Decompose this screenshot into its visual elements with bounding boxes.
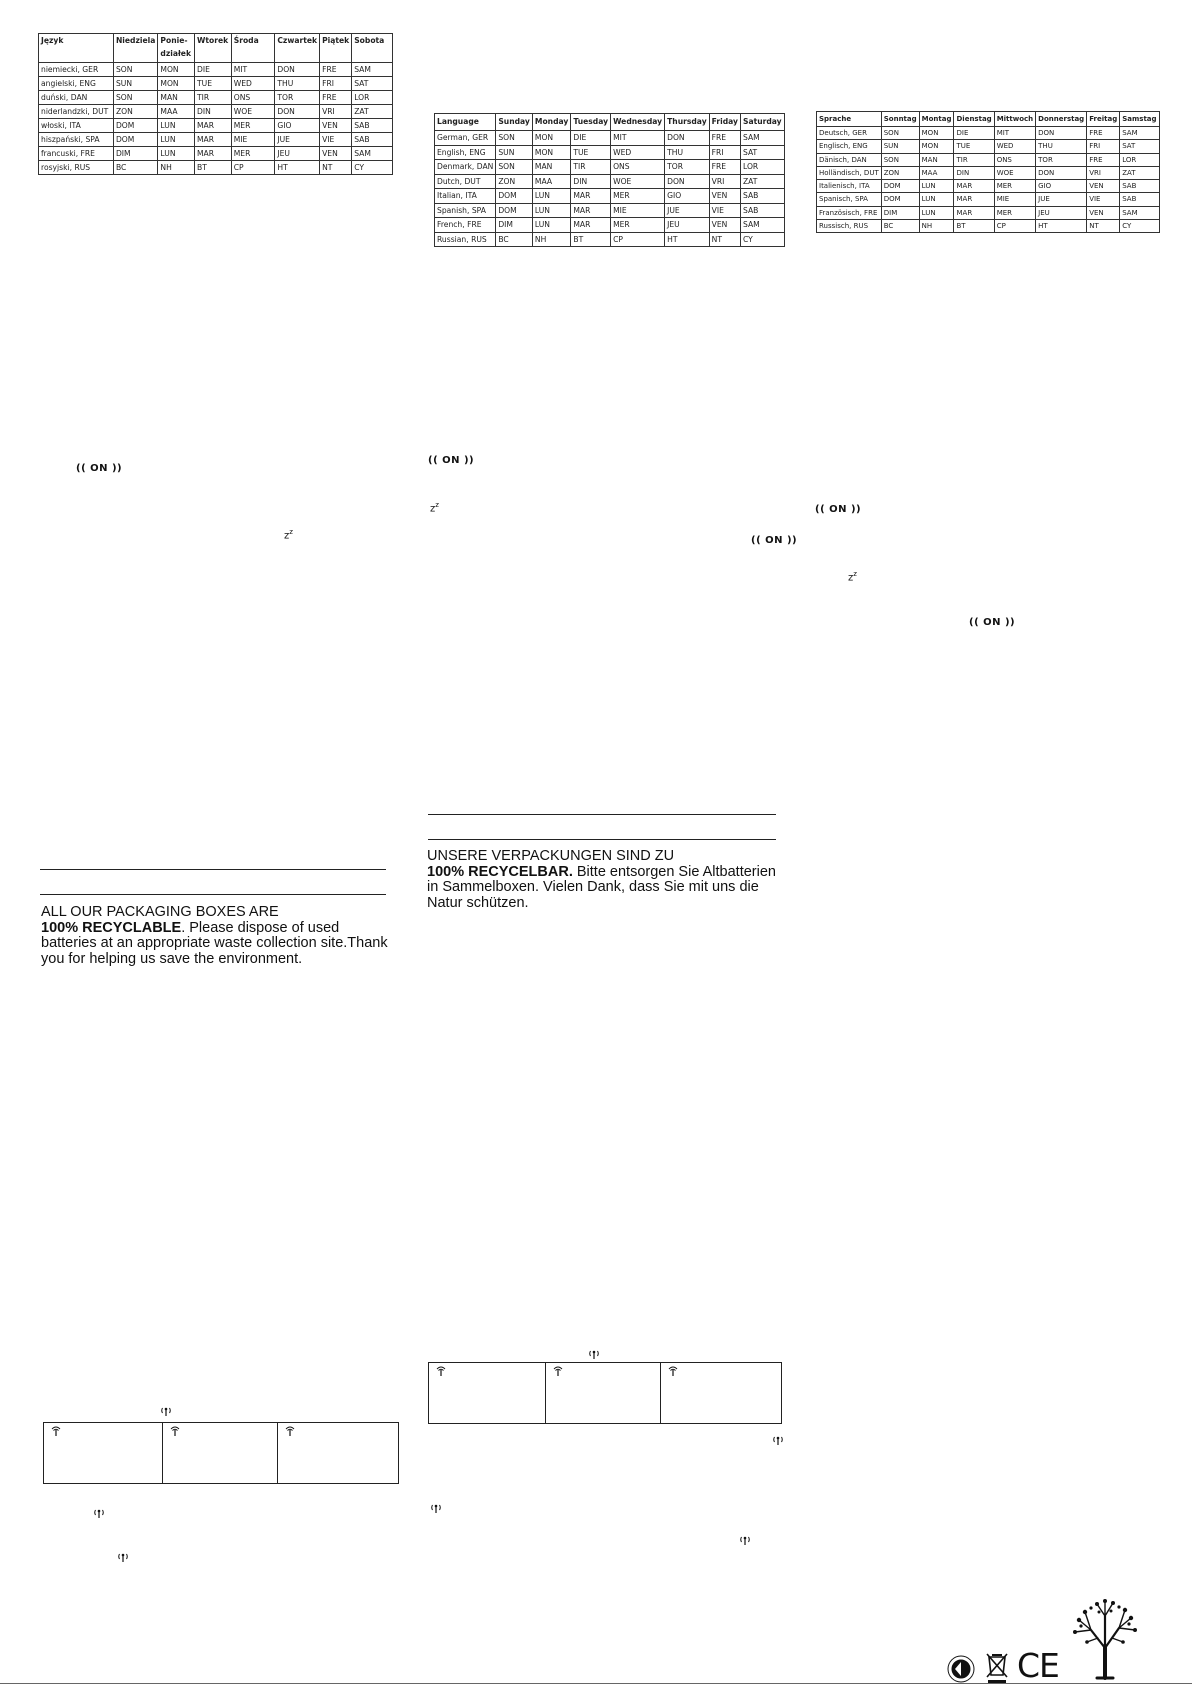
table-cell: MAR (954, 206, 994, 219)
table-cell: FRE (709, 160, 740, 175)
table-row (39, 133, 393, 147)
table-cell: SAM (352, 147, 393, 161)
table-cell: CY (1120, 220, 1159, 233)
antenna-signal-icon (552, 1365, 564, 1377)
table-cell: Dänisch, DAN (817, 153, 882, 166)
table-row (817, 193, 1160, 206)
table-header-cell: Piątek (320, 34, 352, 63)
table-cell: LUN (158, 119, 195, 133)
table-cell: CY (352, 161, 393, 175)
alarm-on-icon: (( ON )) (815, 504, 862, 515)
antenna-signal-icon (588, 1348, 600, 1360)
table-cell: JUE (665, 203, 710, 218)
table-row (39, 119, 393, 133)
table-cell: BT (195, 161, 232, 175)
table-cell: Russisch, RUS (817, 220, 882, 233)
table-header-cell: Samstag (1120, 112, 1159, 127)
antenna-signal-icon (117, 1551, 129, 1563)
table-cell: ZAT (1120, 166, 1159, 179)
table-row (817, 166, 1160, 179)
table-header-cell: Sonntag (881, 112, 919, 127)
table-cell: LUN (919, 180, 954, 193)
table-cell: MAR (954, 180, 994, 193)
table-header-row (435, 114, 785, 131)
table-cell: THU (665, 145, 710, 160)
table-cell: MAA (919, 166, 954, 179)
table-header-cell: Sunday (496, 114, 533, 131)
table-cell: TOR (665, 160, 710, 175)
table-row (39, 63, 393, 77)
table-cell: TUE (954, 140, 994, 153)
table-row (435, 174, 785, 189)
recycling-text: Bitte entsorgen Sie Altbatterien in Sammelboxen. Vielen Dank, dass Sie mit uns die Natur schützen. (427, 863, 776, 911)
table-cell: JEU (1036, 206, 1087, 219)
table-cell: TOR (275, 91, 320, 105)
table-cell: NT (1087, 220, 1120, 233)
signal-cell (44, 1423, 163, 1483)
table-cell: LUN (532, 203, 570, 218)
table-cell: MAR (195, 147, 232, 161)
table-cell: SON (496, 160, 533, 175)
tree-icon (1071, 1598, 1139, 1680)
table-cell: Dutch, DUT (435, 174, 496, 189)
table-cell: MAA (532, 174, 570, 189)
table-cell: MIE (994, 193, 1035, 206)
table-cell: MON (532, 145, 570, 160)
signal-strength-grid (43, 1422, 399, 1484)
table-cell: SON (881, 153, 919, 166)
table-cell: ZAT (740, 174, 784, 189)
table-cell: WOE (611, 174, 665, 189)
table-header-cell: Language (435, 114, 496, 131)
antenna-signal-icon (430, 1502, 442, 1514)
table-cell: WED (611, 145, 665, 160)
green-dot-icon (946, 1654, 976, 1684)
table-cell: TOR (1036, 153, 1087, 166)
table-cell: VRI (1087, 166, 1120, 179)
table-cell: SUN (881, 140, 919, 153)
signal-cell (163, 1423, 278, 1483)
table-row (817, 220, 1160, 233)
table-header-cell: Czwartek (275, 34, 320, 63)
table-cell: DIM (113, 147, 157, 161)
recycling-text: . Please dispose of used batteries at an appropriate waste collection site.Thank you for helping us save the environment. (41, 919, 388, 967)
table-cell: MER (611, 218, 665, 233)
table-cell: ZAT (352, 105, 393, 119)
table-cell: MER (994, 180, 1035, 193)
table-cell: DIE (954, 127, 994, 140)
table-cell: angielski, ENG (39, 77, 114, 91)
table-row (435, 189, 785, 204)
table-cell: SON (496, 131, 533, 146)
table-cell: NH (158, 161, 195, 175)
table-cell: SON (113, 63, 157, 77)
table-header-row (39, 34, 393, 63)
table-row (435, 160, 785, 175)
table-cell: VIE (709, 203, 740, 218)
table-header-cell: Thursday (665, 114, 710, 131)
table-cell: SON (881, 127, 919, 140)
table-cell: VRI (320, 105, 352, 119)
table-cell: MAR (954, 193, 994, 206)
table-cell: BC (881, 220, 919, 233)
table-cell: LOR (740, 160, 784, 175)
table-cell: MER (611, 189, 665, 204)
antenna-signal-icon (50, 1425, 62, 1437)
table-cell: VEN (1087, 206, 1120, 219)
table-cell: JUE (275, 133, 320, 147)
table-cell: DIN (571, 174, 611, 189)
table-cell: FRI (1087, 140, 1120, 153)
table-cell: Russian, RUS (435, 232, 496, 247)
table-cell: LUN (158, 147, 195, 161)
table-cell: JUE (1036, 193, 1087, 206)
table-cell: MAN (532, 160, 570, 175)
alarm-on-icon: (( ON )) (751, 535, 798, 546)
table-cell: SAB (1120, 180, 1159, 193)
table-cell: SAM (1120, 206, 1159, 219)
table-cell: BC (113, 161, 157, 175)
table-row (435, 203, 785, 218)
table-cell: MAR (571, 218, 611, 233)
antenna-signal-icon (435, 1365, 447, 1377)
table-cell: LUN (919, 193, 954, 206)
table-cell: hiszpański, SPA (39, 133, 114, 147)
table-cell: DOM (496, 189, 533, 204)
table-cell: niderlandzki, DUT (39, 105, 114, 119)
table-cell: FRI (709, 145, 740, 160)
table-cell: MER (231, 119, 275, 133)
table-cell: NT (320, 161, 352, 175)
table-header-cell: Sprache (817, 112, 882, 127)
recycling-heading: UNSERE VERPACKUNGEN SIND ZU (427, 848, 675, 864)
table-cell: ZON (881, 166, 919, 179)
table-cell: FRE (709, 131, 740, 146)
table-cell: BT (954, 220, 994, 233)
table-cell: DIM (881, 206, 919, 219)
table-cell: CP (611, 232, 665, 247)
table-cell: BC (496, 232, 533, 247)
table-cell: SON (113, 91, 157, 105)
table-cell: DOM (113, 133, 157, 147)
alarm-on-icon: (( ON )) (76, 463, 123, 474)
divider (40, 869, 386, 870)
table-cell: GIO (275, 119, 320, 133)
weee-bin-icon (985, 1651, 1011, 1685)
table-cell: LUN (919, 206, 954, 219)
antenna-signal-icon (739, 1534, 751, 1546)
table-cell: MAR (195, 133, 232, 147)
table-header-cell: Wtorek (195, 34, 232, 63)
table-cell: TUE (571, 145, 611, 160)
table-cell: MAR (571, 203, 611, 218)
table-cell: GIO (665, 189, 710, 204)
table-cell: VEN (320, 119, 352, 133)
recycling-notice-english (41, 905, 393, 967)
table-cell: GIO (1036, 180, 1087, 193)
table-cell: MON (158, 63, 195, 77)
recycling-bold: 100% RECYCELBAR. (427, 863, 573, 880)
table-row (39, 147, 393, 161)
snooze-icon: $z^z$ (430, 501, 439, 515)
table-cell: DIE (571, 131, 611, 146)
table-cell: Spanisch, SPA (817, 193, 882, 206)
table-cell: Denmark, DAN (435, 160, 496, 175)
day-names-table-english (434, 113, 785, 247)
antenna-signal-icon (772, 1434, 784, 1446)
signal-cell (546, 1363, 661, 1423)
table-row (435, 145, 785, 160)
table-cell: SAB (1120, 193, 1159, 206)
signal-strength-grid (428, 1362, 782, 1424)
table-cell: FRE (1087, 153, 1120, 166)
recycling-bold: 100% RECYCLABLE (41, 919, 182, 936)
table-cell: SAM (740, 131, 784, 146)
table-cell: SUN (496, 145, 533, 160)
table-row (39, 161, 393, 175)
table-cell: LUN (532, 189, 570, 204)
table-cell: rosyjski, RUS (39, 161, 114, 175)
table-cell: SAT (1120, 140, 1159, 153)
table-header-cell: Sobota (352, 34, 393, 63)
table-cell: ONS (994, 153, 1035, 166)
table-cell: Holländisch, DUT (817, 166, 882, 179)
table-header-cell: Donnerstag (1036, 112, 1087, 127)
table-cell: MER (231, 147, 275, 161)
table-row (817, 140, 1160, 153)
table-cell: HT (1036, 220, 1087, 233)
table-cell: LUN (158, 133, 195, 147)
table-cell: FRE (320, 63, 352, 77)
table-cell: NH (919, 220, 954, 233)
table-cell: TIR (954, 153, 994, 166)
table-cell: DON (1036, 166, 1087, 179)
table-header-cell: Niedziela (113, 34, 157, 63)
table-cell: ONS (231, 91, 275, 105)
table-cell: MIT (231, 63, 275, 77)
table-cell: VEN (320, 147, 352, 161)
table-header-cell: Monday (532, 114, 570, 131)
table-cell: VEN (709, 189, 740, 204)
table-cell: HT (275, 161, 320, 175)
table-cell: HT (665, 232, 710, 247)
table-row (817, 153, 1160, 166)
table-row (435, 232, 785, 247)
table-cell: VIE (1087, 193, 1120, 206)
table-cell: SAB (740, 189, 784, 204)
table-cell: DIE (195, 63, 232, 77)
table-cell: THU (1036, 140, 1087, 153)
table-cell: Englisch, ENG (817, 140, 882, 153)
signal-cell (429, 1363, 546, 1423)
table-cell: SAM (352, 63, 393, 77)
recycling-notice-german (427, 849, 779, 911)
table-row (817, 127, 1160, 140)
table-cell: duński, DAN (39, 91, 114, 105)
table-cell: FRE (320, 91, 352, 105)
table-cell: SAB (352, 133, 393, 147)
table-cell: DOM (881, 193, 919, 206)
table-cell: JEU (275, 147, 320, 161)
table-cell: CY (740, 232, 784, 247)
table-cell: VEN (709, 218, 740, 233)
table-cell: SAT (740, 145, 784, 160)
table-cell: BT (571, 232, 611, 247)
snooze-icon: $z^z$ (284, 528, 293, 542)
table-cell: DON (275, 105, 320, 119)
table-cell: DON (1036, 127, 1087, 140)
table-row (39, 91, 393, 105)
antenna-signal-icon (169, 1425, 181, 1437)
table-cell: CP (994, 220, 1035, 233)
table-cell: Italienisch, ITA (817, 180, 882, 193)
table-cell: DIM (496, 218, 533, 233)
table-cell: ZON (496, 174, 533, 189)
table-cell: SUN (113, 77, 157, 91)
table-cell: francuski, FRE (39, 147, 114, 161)
snooze-icon: $z^z$ (848, 570, 857, 584)
table-row (817, 180, 1160, 193)
table-cell: WOE (231, 105, 275, 119)
signal-cell (661, 1363, 781, 1423)
table-cell: Deutsch, GER (817, 127, 882, 140)
table-cell: ONS (611, 160, 665, 175)
table-cell: SAM (1120, 127, 1159, 140)
table-cell: Italian, ITA (435, 189, 496, 204)
table-header-cell: Montag (919, 112, 954, 127)
table-row (435, 218, 785, 233)
table-cell: MER (994, 206, 1035, 219)
table-cell: NT (709, 232, 740, 247)
divider (428, 839, 776, 840)
table-header-cell: Mittwoch (994, 112, 1035, 127)
table-header-cell: Wednesday (611, 114, 665, 131)
antenna-signal-icon (667, 1365, 679, 1377)
table-cell: ZON (113, 105, 157, 119)
table-cell: French, FRE (435, 218, 496, 233)
table-cell: German, GER (435, 131, 496, 146)
table-cell: TIR (571, 160, 611, 175)
table-cell: DOM (113, 119, 157, 133)
divider (40, 894, 386, 895)
table-header-cell: Tuesday (571, 114, 611, 131)
signal-cell (278, 1423, 398, 1483)
table-cell: WED (231, 77, 275, 91)
table-cell: MON (919, 140, 954, 153)
page-bottom-edge (0, 1683, 1192, 1684)
table-header-cell: Ponie- działek (158, 34, 195, 63)
table-row (39, 77, 393, 91)
table-cell: SAB (740, 203, 784, 218)
antenna-signal-icon (284, 1425, 296, 1437)
table-header-cell: Język (39, 34, 114, 63)
table-cell: WOE (994, 166, 1035, 179)
table-cell: English, ENG (435, 145, 496, 160)
table-row (817, 206, 1160, 219)
table-cell: MON (158, 77, 195, 91)
day-names-table-polish (38, 33, 393, 175)
table-cell: MAR (195, 119, 232, 133)
table-header-row (817, 112, 1160, 127)
table-cell: MON (919, 127, 954, 140)
table-cell: VIE (320, 133, 352, 147)
table-cell: WED (994, 140, 1035, 153)
antenna-signal-icon (160, 1405, 172, 1417)
table-header-cell: Freitag (1087, 112, 1120, 127)
table-cell: SAB (352, 119, 393, 133)
table-cell: LOR (352, 91, 393, 105)
table-cell: Spanish, SPA (435, 203, 496, 218)
table-cell: MON (532, 131, 570, 146)
table-row (39, 105, 393, 119)
table-row (435, 131, 785, 146)
table-cell: DON (665, 174, 710, 189)
table-cell: NH (532, 232, 570, 247)
table-cell: FRE (1087, 127, 1120, 140)
table-cell: MAA (158, 105, 195, 119)
table-cell: CP (231, 161, 275, 175)
recycling-heading: ALL OUR PACKAGING BOXES ARE (41, 904, 279, 920)
table-cell: MIT (611, 131, 665, 146)
table-cell: DOM (881, 180, 919, 193)
table-header-cell: Saturday (740, 114, 784, 131)
table-cell: niemiecki, GER (39, 63, 114, 77)
table-cell: MIE (231, 133, 275, 147)
alarm-on-icon: (( ON )) (969, 617, 1016, 628)
table-cell: MAR (571, 189, 611, 204)
antenna-signal-icon (93, 1507, 105, 1519)
table-cell: włoski, ITA (39, 119, 114, 133)
divider (428, 814, 776, 815)
table-cell: JEU (665, 218, 710, 233)
table-cell: DON (665, 131, 710, 146)
table-cell: SAT (352, 77, 393, 91)
table-cell: TIR (195, 91, 232, 105)
table-cell: DIN (954, 166, 994, 179)
table-cell: LUN (532, 218, 570, 233)
day-names-table-german (816, 111, 1160, 233)
table-cell: VEN (1087, 180, 1120, 193)
table-cell: Französisch, FRE (817, 206, 882, 219)
ce-mark-icon: CE (1017, 1646, 1059, 1685)
table-cell: FRI (320, 77, 352, 91)
table-header-cell: Dienstag (954, 112, 994, 127)
table-cell: DOM (496, 203, 533, 218)
table-cell: DIN (195, 105, 232, 119)
table-cell: SAM (740, 218, 784, 233)
table-cell: TUE (195, 77, 232, 91)
table-header-cell: Friday (709, 114, 740, 131)
table-cell: MIE (611, 203, 665, 218)
alarm-on-icon: (( ON )) (428, 455, 475, 466)
table-cell: MAN (158, 91, 195, 105)
table-cell: DON (275, 63, 320, 77)
table-cell: MIT (994, 127, 1035, 140)
table-cell: MAN (919, 153, 954, 166)
table-cell: VRI (709, 174, 740, 189)
table-cell: THU (275, 77, 320, 91)
table-cell: LOR (1120, 153, 1159, 166)
table-header-cell: Środa (231, 34, 275, 63)
